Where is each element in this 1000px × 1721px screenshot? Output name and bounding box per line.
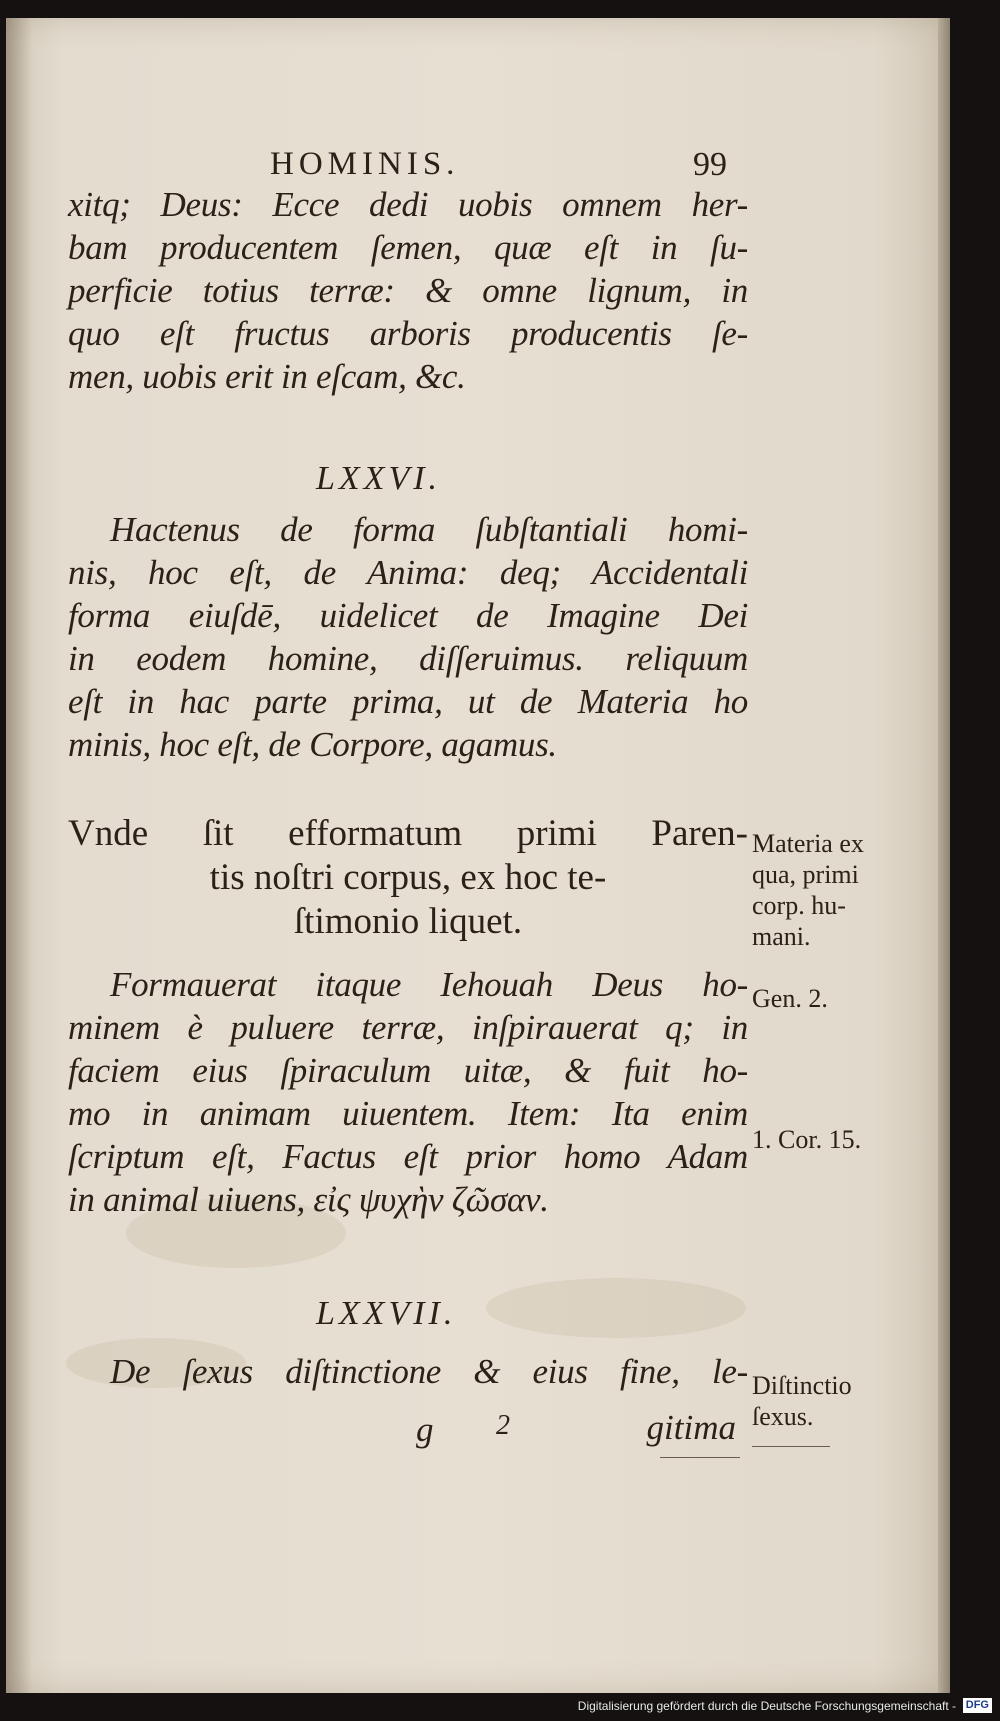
text-line: minis, hoc eſt, de Corpore, agamus. xyxy=(68,725,557,764)
catchword: gitima xyxy=(646,1408,736,1447)
text-line: Hactenus de forma ſubſtantiali homi- xyxy=(110,510,748,549)
marginal-note-corinthians: 1. Cor. 15. xyxy=(752,1125,862,1154)
credit-text: Digitalisierung gefördert durch die Deutsche Forschungsgemeinschaft - xyxy=(577,1699,956,1713)
page-edge xyxy=(938,18,950,1693)
text-line: forma eiuſdē, uidelicet de Imagine Dei xyxy=(68,596,748,635)
signature-mark: g xyxy=(416,1410,434,1449)
text-line: men, uobis erit in eſcam, &c. xyxy=(68,357,466,396)
margin-line: Diſtinctio xyxy=(752,1371,852,1400)
heading-line: ſtimonio liquet. xyxy=(293,901,523,942)
text-line: mo in animam uiuentem. Item: Ita enim xyxy=(68,1094,748,1133)
text-line: faciem eius ſpiraculum uitæ, & fuit ho- xyxy=(68,1051,748,1090)
margin-line: ſexus. xyxy=(752,1402,814,1431)
text-line: nis, hoc eſt, de Anima: deq; Accidentali xyxy=(68,553,748,592)
catchword-rule xyxy=(660,1457,740,1458)
running-head: HOMINIS. xyxy=(270,146,460,182)
text-line: Formauerat itaque Iehouah Deus ho- xyxy=(110,965,748,1004)
roman-heading xyxy=(68,812,748,944)
heading-line: Vnde ſit efformatum primi Paren- xyxy=(68,813,748,854)
page-number: 99 xyxy=(693,146,727,183)
text-line: minem è puluere terræ, inſpirauerat q; in xyxy=(68,1008,748,1047)
top-paragraph xyxy=(68,183,748,398)
scripture-quotation xyxy=(68,963,748,1221)
text-line: perficie totius terræ: & omne lignum, in xyxy=(68,271,748,310)
section-number-76: LXXVI. xyxy=(316,460,442,497)
signature-line xyxy=(68,1408,748,1454)
margin-rule xyxy=(752,1446,830,1447)
footer-bar xyxy=(0,1693,1000,1721)
text-line: De ſexus diſtinctione & eius fine, le- xyxy=(110,1352,748,1391)
text-line: xitq; Deus: Ecce dedi uobis omnem her- xyxy=(68,185,748,224)
text-line: ſcriptum eſt, Factus eſt prior homo Adam xyxy=(68,1137,748,1176)
section-number-77: LXXVII. xyxy=(316,1295,457,1332)
marginal-note-materia xyxy=(752,828,864,952)
margin-line: corp. hu- xyxy=(752,891,846,920)
heading-line: tis noſtri corpus, ex hoc te- xyxy=(209,857,607,898)
text-line: in eodem homine, diſſeruimus. reliquum xyxy=(68,639,748,678)
section-77-paragraph xyxy=(68,1350,748,1393)
marginal-note-genesis: Gen. 2. xyxy=(752,984,828,1013)
section-76-paragraph xyxy=(68,508,748,766)
margin-line: mani. xyxy=(752,922,811,951)
text-line: quo eſt fructus arboris producentis ſe- xyxy=(68,314,748,353)
text-line: bam producentem ſemen, quæ eſt in ſu- xyxy=(68,228,748,267)
margin-line: qua, primi xyxy=(752,860,859,889)
text-line: in animal uiuens, εἰς ψυχὴν ζῶσαν. xyxy=(68,1180,549,1219)
signature-number: 2 xyxy=(496,1410,510,1441)
dfg-logo: DFG xyxy=(963,1698,992,1713)
gutter-shadow xyxy=(6,18,32,1693)
text-line: eſt in hac parte prima, ut de Materia ho xyxy=(68,682,748,721)
margin-line: Materia ex xyxy=(752,829,864,858)
paper-stain xyxy=(486,1278,746,1338)
marginal-note-distinctio xyxy=(752,1370,852,1432)
